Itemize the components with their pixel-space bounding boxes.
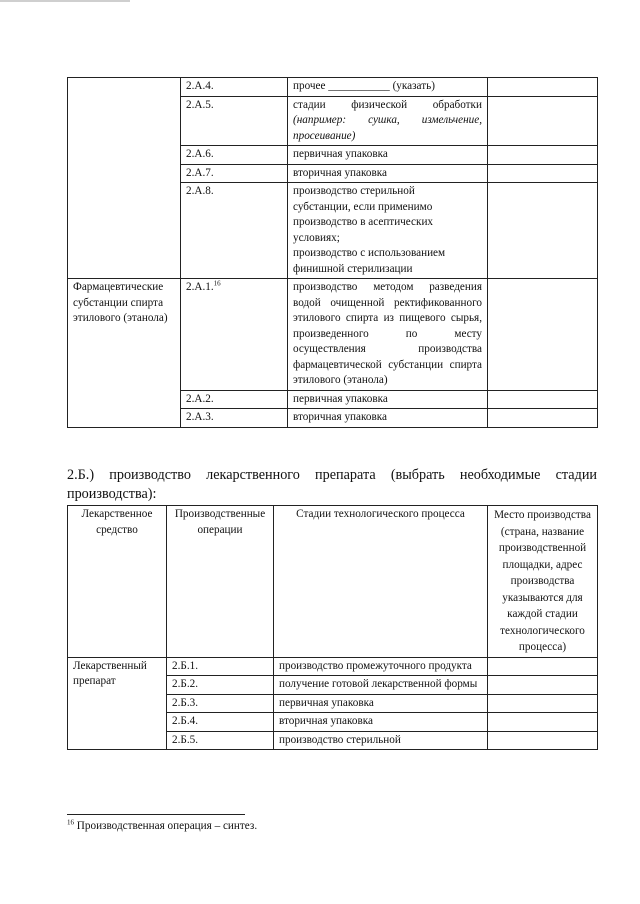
stage-cell: первичная упаковка: [274, 694, 488, 713]
stage-cell: первичная упаковка: [288, 146, 488, 165]
code-cell: 2.Б.1.: [167, 657, 274, 676]
top-edge-mark: [0, 0, 130, 2]
stage-cell: вторичная упаковка: [288, 409, 488, 428]
code-text: 2.А.1.: [186, 281, 214, 293]
stage-line: субстанции, если применимо: [293, 200, 433, 213]
code-cell: 2.А.3.: [181, 409, 288, 428]
place-cell: [488, 694, 598, 713]
table-header-row: [68, 506, 598, 658]
place-cell: [488, 164, 598, 183]
footnote-mark: 16: [67, 818, 74, 827]
stage-text: стадии физической обработки: [293, 98, 482, 111]
code-cell: [181, 279, 288, 391]
table-row: [68, 279, 598, 391]
stage-cell: [288, 96, 488, 146]
code-cell: 2.Б.2.: [167, 676, 274, 695]
header-medicine: Лекарственное средство: [68, 506, 167, 658]
stage-cell: производство промежуточного продукта: [274, 657, 488, 676]
category-cell-empty: [68, 78, 181, 279]
code-cell: 2.Б.4.: [167, 713, 274, 732]
stage-cell: [288, 183, 488, 279]
footnote-ref: 16: [213, 279, 221, 288]
stage-line: финишной стерилизации: [293, 262, 413, 275]
code-cell: 2.Б.5.: [167, 731, 274, 750]
stage-cell: вторичная упаковка: [288, 164, 488, 183]
stage-cell: производство стерильной: [274, 731, 488, 750]
code-cell: 2.А.7.: [181, 164, 288, 183]
header-stages: Стадии технологического процесса: [274, 506, 488, 658]
stage-note: (например: сушка, измельчение, просеивание): [293, 114, 482, 142]
code-cell: 2.А.5.: [181, 96, 288, 146]
stage-cell: получение готовой лекарственной формы: [274, 676, 488, 695]
footnote-text: Производственная операция – синтез.: [76, 820, 258, 832]
place-cell: [488, 731, 598, 750]
place-cell: [488, 183, 598, 279]
code-cell: 2.А.2.: [181, 390, 288, 409]
place-cell: [488, 713, 598, 732]
code-cell: 2.А.6.: [181, 146, 288, 165]
footnote-divider: [67, 814, 245, 815]
place-cell: [488, 78, 598, 97]
stage-cell: первичная упаковка: [288, 390, 488, 409]
place-cell: [488, 96, 598, 146]
stage-cell: прочее ___________ (указать): [288, 78, 488, 97]
place-cell: [488, 657, 598, 676]
stages-table-2b: [67, 505, 598, 750]
code-cell: 2.А.4.: [181, 78, 288, 97]
stage-cell: вторичная упаковка: [274, 713, 488, 732]
category-cell: Фармацевтические субстанции спирта этилового (этанола): [68, 279, 181, 428]
place-cell: [488, 390, 598, 409]
stage-cell: производство методом разведения водой очищенной ректификованного этилового спирта из пищевого сырья, произведенного по месту осуществления производства фармацевтической субстанции спирта этилового (этанола): [288, 279, 488, 391]
place-cell: [488, 279, 598, 391]
section-heading-line2: производства):: [67, 486, 157, 502]
place-cell: [488, 146, 598, 165]
place-cell: [488, 676, 598, 695]
stage-line: условиях;: [293, 231, 340, 244]
code-cell: 2.А.8.: [181, 183, 288, 279]
table-row: [68, 78, 598, 97]
header-place: Место производства (страна, название производственной площадки, адрес производства указываются для каждой стадии технологического процесса): [488, 506, 598, 658]
stages-table-2a: [67, 77, 598, 428]
table-row: [68, 657, 598, 676]
section-heading-line1: 2.Б.) производство лекарственного препарата (выбрать необходимые стадии: [67, 467, 597, 483]
header-operations: Производственные операции: [167, 506, 274, 658]
footnote: [67, 819, 257, 833]
code-cell: 2.Б.3.: [167, 694, 274, 713]
stage-line: производство стерильной: [293, 185, 415, 197]
stage-line: производство с использованием: [293, 247, 446, 259]
place-cell: [488, 409, 598, 428]
stage-line: производство в асептических: [293, 216, 434, 228]
section-heading-2b: [67, 466, 597, 504]
category-cell: Лекарственный препарат: [68, 657, 167, 750]
